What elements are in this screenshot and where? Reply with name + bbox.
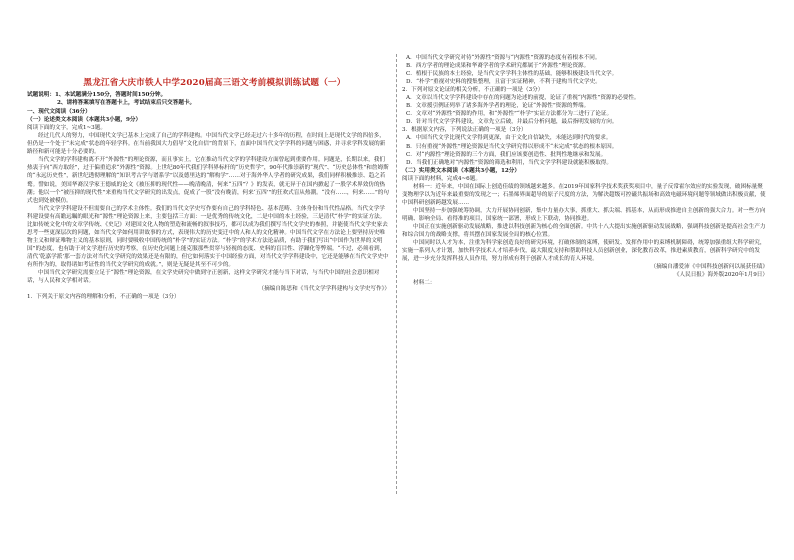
essay-paragraph: 中国当代文学研究需要立足于“源性”理论资源，在文学史研究中做到守正创新，这样文学研究才能与当下对话，与当代中国的社会意识相对话，与人民和文学相对话。 bbox=[27, 270, 380, 285]
material1-paragraph: 材料一：近年来，中国在国际上创造佳绩的领域越来越多。在2019年国家科学技术奖获奖项目中，量子反常霍尔效应的实验发现，破困标量聚变物理学以为近年来最重要的发现之一；石墨烯界面超导的原子尺度的方法，为解决超级可控磁共振场和高效电磁环境问题等领域做出积极贡献，使中国科研创新跨越发展…… bbox=[402, 183, 766, 206]
q2-option-a: A．文章以当代文学学科建设中存在的问题为论述的前提，论证了重视“内源性”资源的必要性。 bbox=[406, 95, 640, 102]
instruction-line-1: 试题说明：1、本试题满分150分，答题时间150分钟。 bbox=[27, 92, 167, 98]
material1-paragraph: 中国同时以人才为本，注重为科学家创造良好的研究环境，打破体制的束缚，使研发、发挥作用中的束缚机制障碍，统筹加强重组大科学研究，实施一系列人才计划，加快科学技术人才培养步伐，最大限度支持和帮助科技人员创新创业，深化教育改革，推进素质教育，创新科学研究中的发展，进一步充分发挥科技人员作用，努力形成有利于创新人才成长的育人环境。 bbox=[402, 240, 766, 263]
q1-option-c: C．植根于民族的本土经验，是当代文学学科主体性的基础，能够积极建设当代文学。 bbox=[406, 71, 618, 78]
q3-option-b: B．只有重视“外源性”理论资源是当代文学研究得以形成不“未完成”状态的根本原因。 bbox=[406, 143, 618, 150]
material2-label: 材料二： bbox=[413, 280, 436, 287]
q1-option-a: A．中国当代文学研究对待“外源性”资源与“内源性”资源的态度有着根本不同。 bbox=[406, 55, 601, 61]
question-2: 2．下列对原文论证的相关分析，不正确的一项是（3分） bbox=[402, 87, 544, 94]
part2-intro: 阅读下面的材料，完成4~6题。 bbox=[402, 175, 481, 182]
essay-source: （摘编自陈思和《当代文学学科建构与文学史写作》） bbox=[258, 286, 390, 293]
part1-heading: （一）论述类文本阅读（本题共3小题，9分） bbox=[27, 117, 142, 124]
part2-heading: （二）实用类文本阅读（本题共3小题，12分） bbox=[402, 167, 520, 174]
q1-option-b: B．西方学者的理论成果和华裔学者的学术研究都属于“外源性”理论资源。 bbox=[406, 63, 590, 70]
q2-option-d: D．针对当代文学学科建设，文章先立后破，并最后分析问题，最后指明发展的方向。 bbox=[406, 119, 618, 126]
q2-option-c: C．文章对“外源性”资源的作用，和“外源性”“朴学”实证方法都分为二进行了论证。 bbox=[406, 111, 613, 118]
q3-option-c: C．对“内源性”理论资源的三个方面，我们应该要创造性、批判性地继承和发展。 bbox=[406, 151, 607, 158]
section-heading: 一、现代文阅读（36分） bbox=[27, 109, 91, 116]
essay-paragraph: 经过几代人的努力，中国现代文学已基本上完成了自己的学科建构。中国当代文学已经走过六十多年的历程，在时间上是现代文学的四倍多，但仍是一个处于“未完成”状态的年轻学科。在当前我国大力倡导“文化自信”的背景下，直面中国当代文学学科的问题与困惑，并寻求学科发展的新路径和新可能是十分必要的。 bbox=[27, 133, 386, 156]
exam-title: 黑龙江省大庆市铁人中学2020届高三语文考前模拟训练试题（一） bbox=[83, 78, 346, 88]
left-column bbox=[27, 78, 390, 301]
part1-intro: 阅读下面的文字，完成1~3题。 bbox=[27, 125, 106, 132]
essay-paragraph: 当代文学的学科建构离不开“外源性”的理论资源，而且事实上，它在推动当代文学的学科建设方面曾起到重要作用。问题是，长期以来，我们热衷于向“西方取经”，过于偏重追求“外源性”资源。上世纪80年代我们学科界标杆的“历史哲学”，90年代推崇新的“现代”、“历史总体性”和詹姆斯的“永远历史性”，新世纪透彻理解的“知识考古学与谱系学”以及德里达的“解构学”……对于海外华人学者的研究成果，我们同样积极推崇、趋之若鹜。譬如说，美国华裔汉学家王德威的论文《被压抑的现代性——晚清晚清，何来“五四”？》的发表，就无异于在国内掀起了一股学术界效仿的热潮；他以一个“被压抑的现代性”来重构当代文学研究的出发点，促成了一股“没有晚清，何来‘五四’”的狂欢式盲从热潮。“没有……，何来……”的句式也到处被模仿。 bbox=[27, 157, 389, 204]
question-1: 1．下列关于原文内容的理解和分析，不正确的一项是（3分） bbox=[27, 294, 180, 301]
q3-option-d: D．当我们正确地对“内源性”资源的筛选和利用，当代文学学科建设就能积极取得。 bbox=[406, 159, 612, 166]
q3-option-a: A．中国当代文学比现代文学得到更深，由于文化自信缺失，未能达到时代的要求。 bbox=[406, 135, 612, 142]
column-divider bbox=[396, 54, 397, 494]
material1-paragraph: 中国正在实施创新驱动发展战略，推进以科技创新为核心的全面创新。中共十八大提出实施创新驱动发展战略，强调科技创新是提高社会生产力和综合国力的战略支撑，将其摆在国家发展全局的核心位置。 bbox=[402, 223, 766, 239]
essay-paragraph: 当代文学学科建设不但需要自己的学术主体性。我们的当代文学史写作要有自己的学科特色、基本范畴、主体身份和当代性品格。当代文学学科建设要有高瞻远瞩的眼光和“源性”理论资源上来，主要包括三方面：一是优秀的传统文化，二是中国的本土经验，三是清代“朴学”的实证方法。比如传统文化中的文章学传统、《史记》对建国文化人物的塑造和流畅的叙事技巧，都可以成为我们撰写当代文学史的参照，并能使当代文学史家去思考一些更深层次的问题，如当代文学如何用讲故事的方式，表现伟大的历史变迁中的人和人的文化精神。中国当代文学在方法论上要坚持历史唯物主义和辩证唯物主义的基本原则，同时要吸收中国传统的“朴学”的实证方法。“朴学”的学术方法论品质，有助于我们写出“中国作为世界的文明国”的态度，也有助于对文学进行历史的考察，在历史化问题上能克服那些贯穿与轻视的态度、史料的盲目性、浮躁化等弊端。“不过，必须看到，清代‘乾嘉学派’那一套方法对当代文学研究的效果还是有限的，但它如何落实于中国经验方面，对当代文学学科建设中，它还是能够在当代文学史中有所作为的，取得诸如考证性的当代文学研究的成就。”，则是无疑是其至不可少的。 bbox=[27, 205, 389, 268]
material1-paragraph: 中国坚持一步加强统筹协调，大力开展协同创新，集中力量办大事，抓重大、抓尖端、抓基本，从而形成推进自主创新的强大合力。对一些方向明确、影响全局、看得准的项目，国家统一部署，形成上下联动，协同推进。 bbox=[402, 207, 766, 222]
question-3: 3．根据原文内容，下列说法正确的一项是（3分） bbox=[402, 127, 527, 134]
material1-source-line-2: 《人民日报》海外版2020年1月9日） bbox=[673, 272, 768, 279]
q2-option-b: B．文章援引例证列举了诸多海外学者的理论，论证“外源性”资源的弊端。 bbox=[406, 103, 590, 110]
right-column bbox=[402, 54, 768, 287]
instruction-line-2: 2、请将答案填写在答题卡上，考试结束后只交答题卡。 bbox=[57, 100, 196, 107]
material1-source-line-1: （摘编自潘爱沛《中国科技创新问以展获佳绩》 bbox=[650, 264, 768, 271]
q1-option-d: D．“朴学”重视对史料的搜集整理，且富于实证精神，不利于建构当代文学史。 bbox=[406, 79, 601, 86]
